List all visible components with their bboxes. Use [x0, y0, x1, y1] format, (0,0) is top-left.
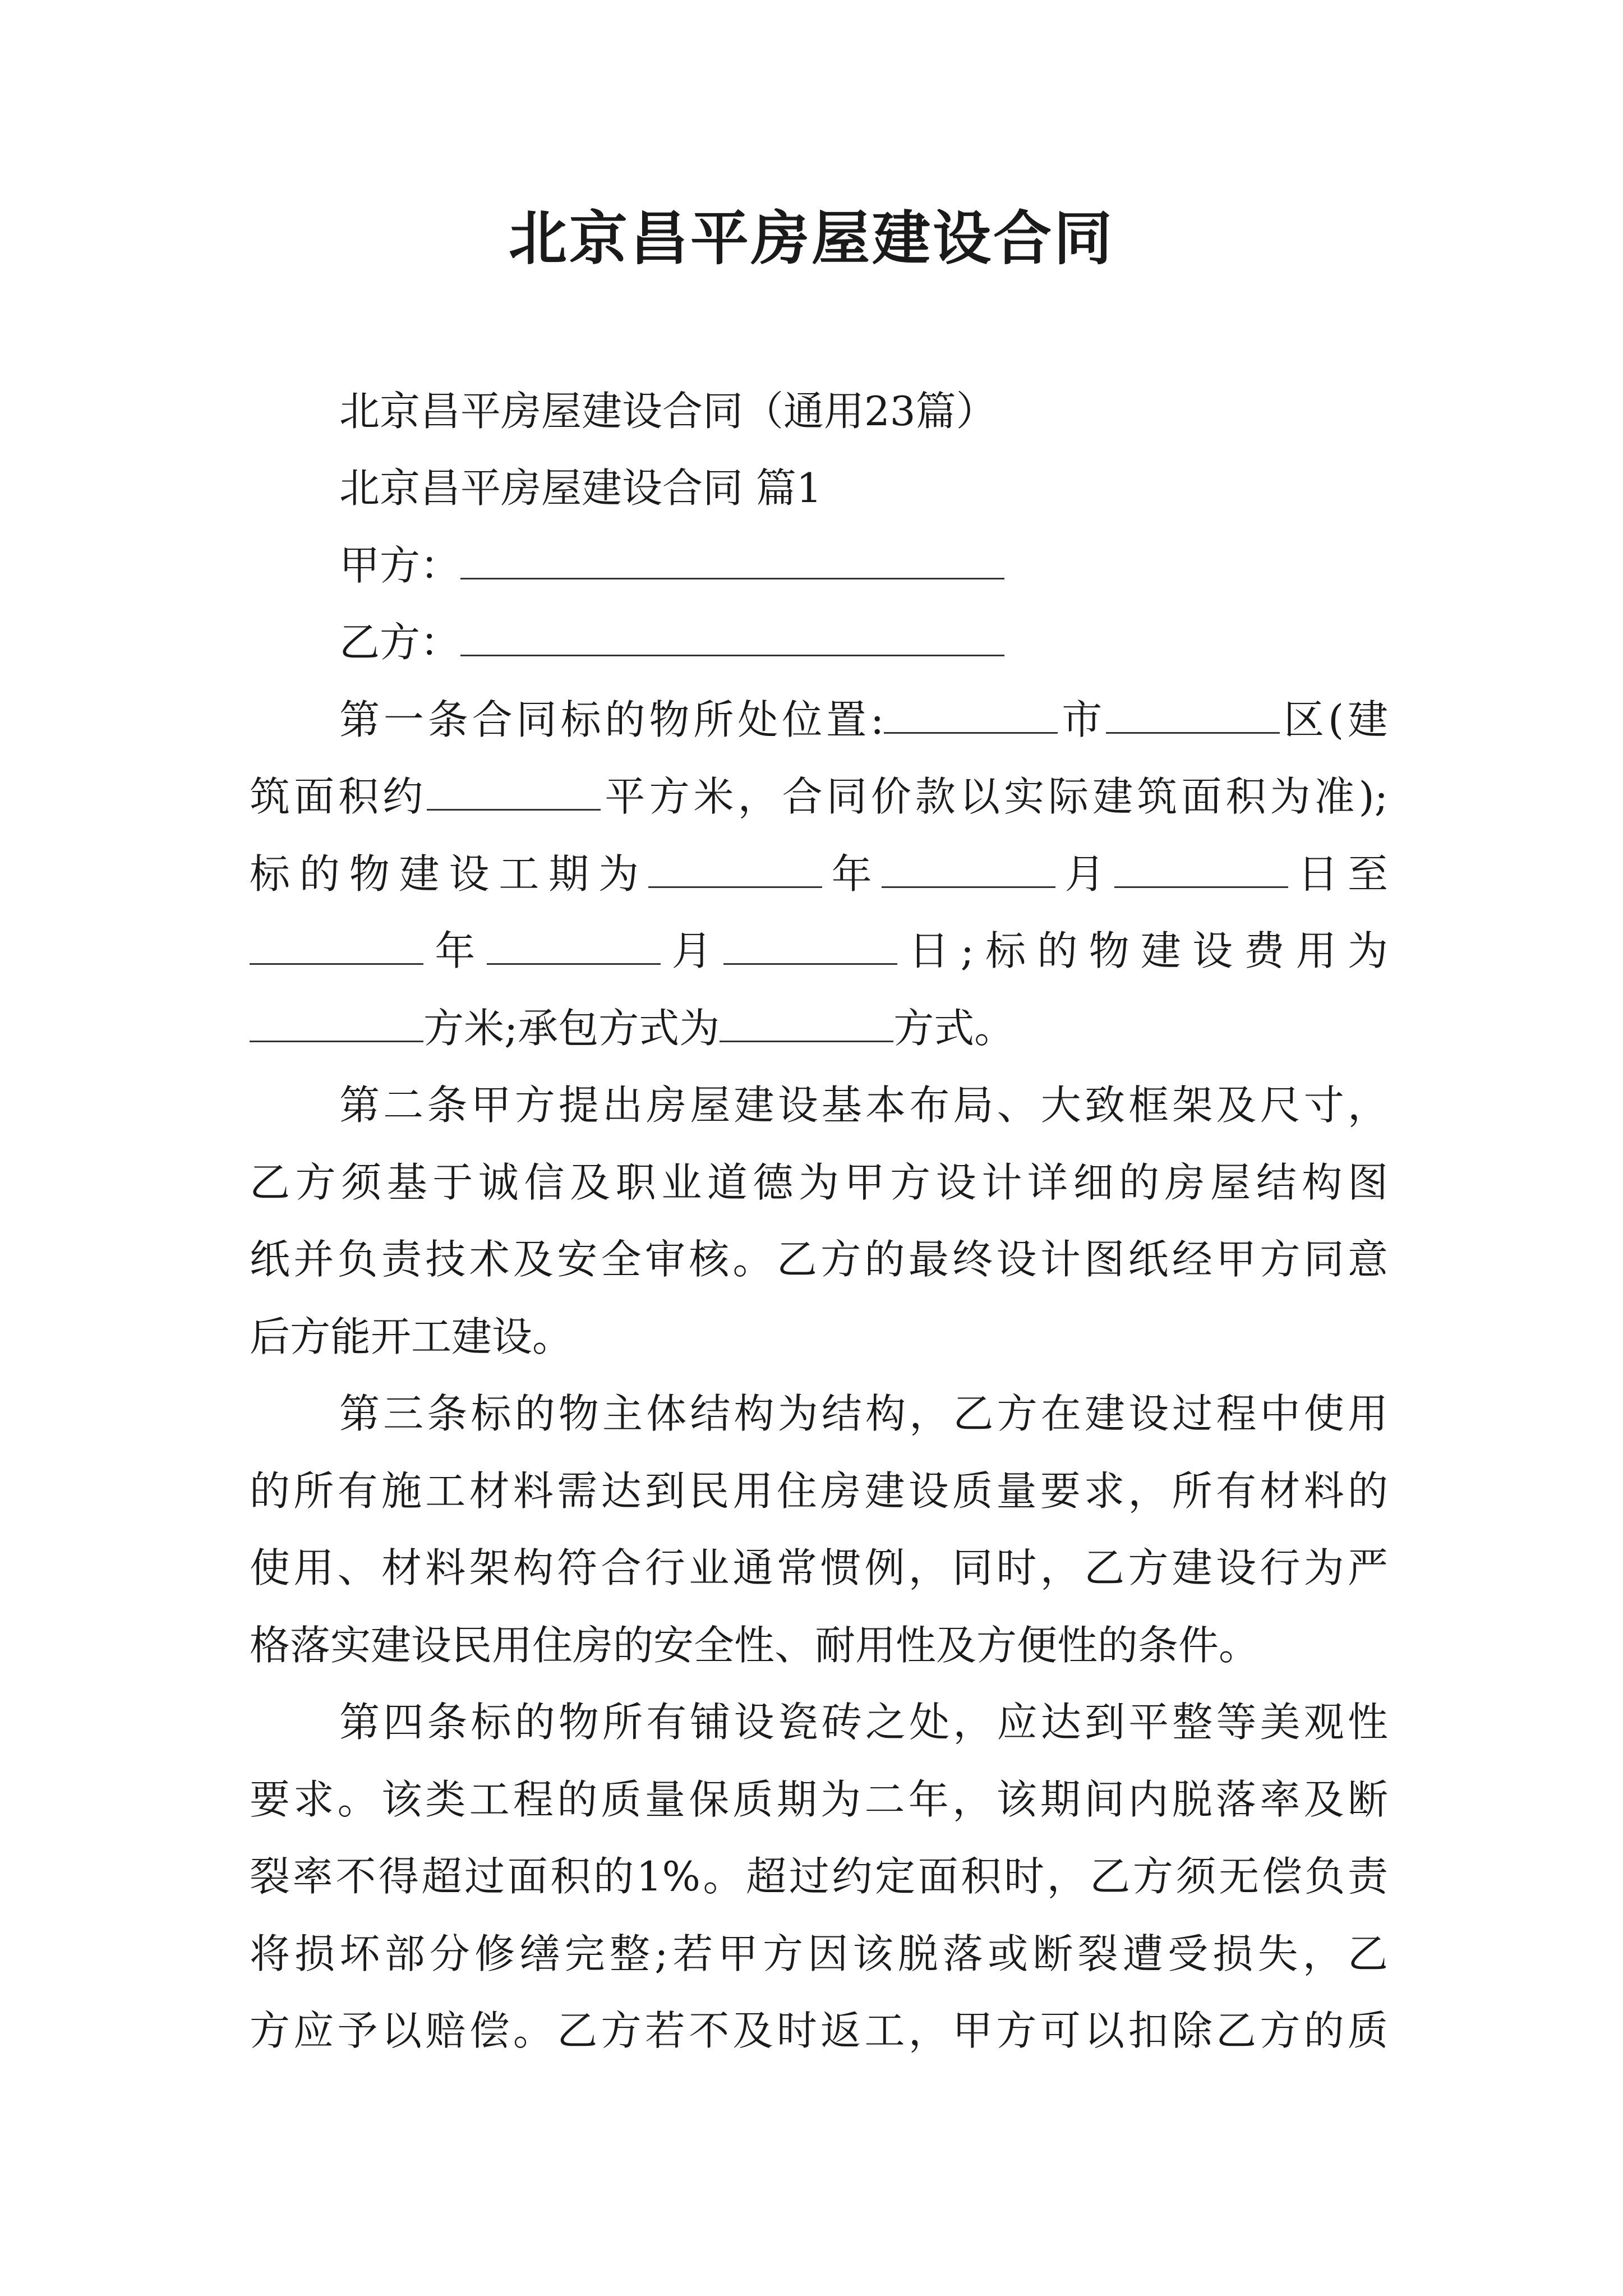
article-4-line-1: 第四条标的物所有铺设瓷砖之处，应达到平整等美观性 — [339, 1699, 1388, 1746]
party-b-line — [339, 614, 1004, 670]
party-a-label: 甲方： — [339, 542, 461, 589]
fill-blank — [250, 924, 423, 965]
text-span: 日至 — [1288, 850, 1388, 898]
party-b-label: 乙方： — [339, 619, 461, 666]
article-4-line-2: 要求。该类工程的质量保质期为二年，该期间内脱落率及断 — [250, 1776, 1388, 1823]
fill-blank — [1114, 847, 1288, 888]
text-span: 区(建 — [1280, 696, 1388, 743]
fill-blank — [1106, 693, 1280, 734]
document-title: 北京昌平房屋建设合同 — [508, 204, 1114, 273]
fill-blank — [882, 847, 1055, 888]
party-a-line — [339, 537, 1004, 593]
article-3-line-3: 使用、材料架构符合行业通常惯例，同时，乙方建设行为严 — [250, 1544, 1388, 1591]
article-3-line-2: 的所有施工材料需达到民用住房建设质量要求，所有材料的 — [250, 1467, 1388, 1515]
fill-blank — [487, 924, 661, 965]
article-3-line-1: 第三条标的物主体结构为结构，乙方在建设过程中使用 — [339, 1390, 1388, 1437]
fill-blank — [723, 924, 897, 965]
section-heading: 北京昌平房屋建设合同 篇1 — [339, 464, 822, 512]
text-span: 第一条合同标的物所处位置: — [339, 696, 884, 743]
party-b-blank — [460, 615, 1004, 656]
article-2-line-1: 第二条甲方提出房屋建设基本布局、大致框架及尺寸， — [339, 1082, 1388, 1129]
article-4-line-5: 方应予以赔偿。乙方若不及时返工，甲方可以扣除乙方的质 — [250, 2007, 1388, 2054]
text-span: 年 — [423, 927, 487, 974]
text-span: 月 — [660, 927, 724, 974]
article-3-line-4: 格落实建设民用住房的安全性、耐用性及方便性的条件。 — [250, 1622, 1260, 1669]
text-span: 平方米，合同价款以实际建筑面积为准); — [601, 773, 1388, 820]
text-span: 筑面积约 — [250, 773, 427, 820]
fill-blank — [884, 693, 1058, 734]
subtitle: 北京昌平房屋建设合同（通用23篇） — [339, 388, 997, 435]
text-span: 月 — [1055, 850, 1115, 898]
article-1-line-4 — [250, 923, 1388, 979]
fill-blank — [648, 847, 822, 888]
text-span: 标的物建设工期为 — [250, 850, 648, 898]
article-1-line-2 — [250, 769, 1388, 825]
article-4-line-4: 将损坏部分修缮完整;若甲方因该脱落或断裂遭受损失，乙 — [250, 1930, 1388, 1977]
article-1-line-1 — [339, 692, 1388, 748]
text-span: 市 — [1058, 696, 1106, 743]
article-1-line-3 — [250, 846, 1388, 902]
text-span: 方式。 — [893, 1005, 1015, 1052]
fill-blank — [720, 1001, 893, 1042]
article-2-line-4: 后方能开工建设。 — [250, 1313, 573, 1360]
article-2-line-2: 乙方须基于诚信及职业道德为甲方设计详细的房屋结构图 — [250, 1159, 1388, 1206]
text-span: 年 — [822, 850, 882, 898]
text-span: 方米;承包方式为 — [423, 1005, 720, 1052]
fill-blank — [250, 1001, 423, 1042]
article-4-line-3: 裂率不得超过面积的1%。超过约定面积时，乙方须无偿负责 — [250, 1853, 1388, 1900]
party-a-blank — [460, 539, 1004, 579]
article-2-line-3: 纸并负责技术及安全审核。乙方的最终设计图纸经甲方同意 — [250, 1236, 1388, 1283]
fill-blank — [427, 770, 601, 811]
article-1-line-5 — [250, 1000, 1015, 1056]
text-span: 日;标的物建设费用为 — [897, 927, 1388, 974]
